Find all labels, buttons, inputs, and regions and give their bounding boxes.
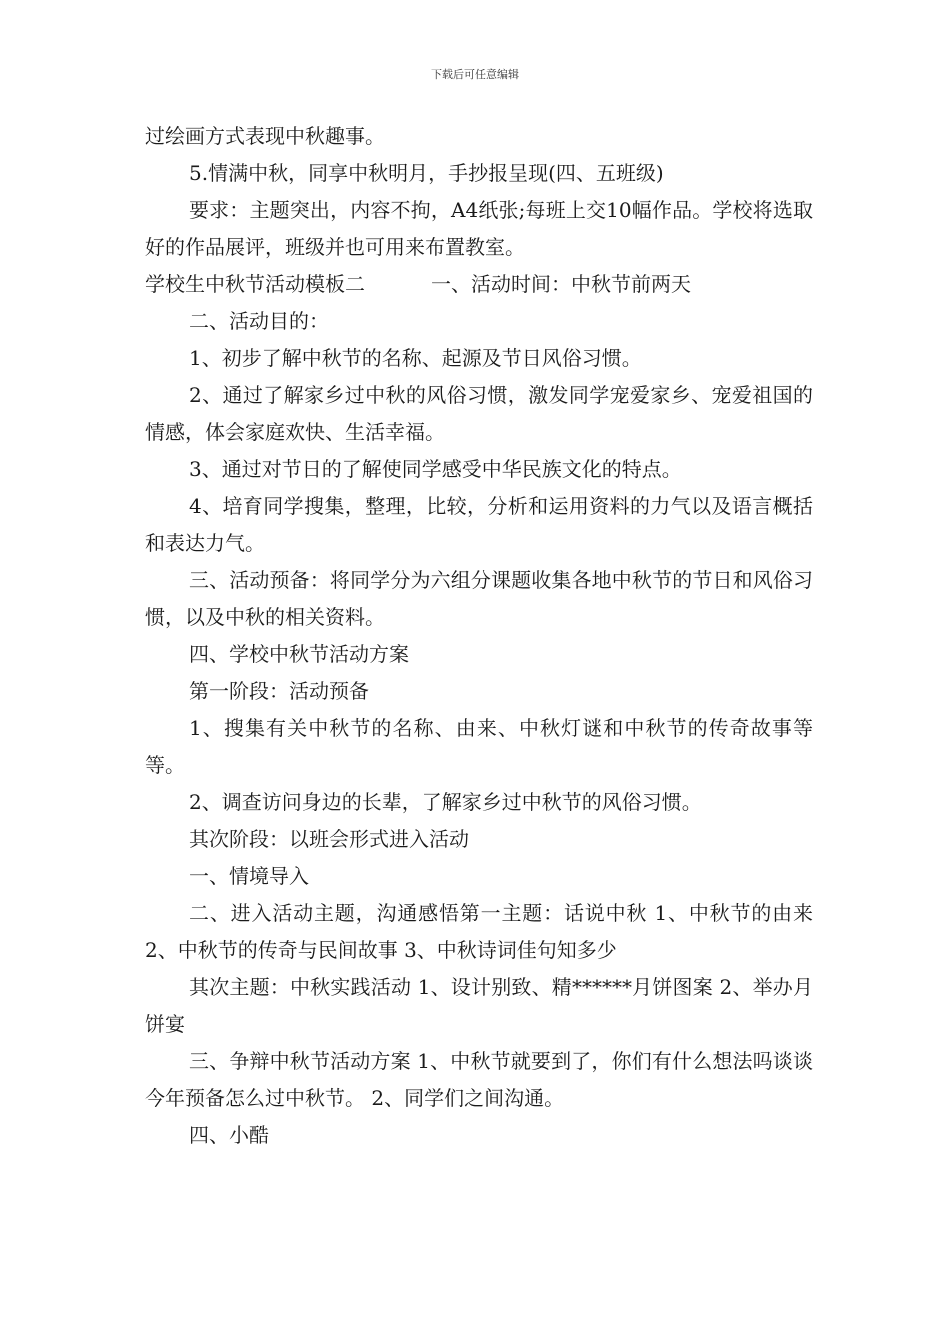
paragraph: 过绘画方式表现中秋趣事。	[145, 124, 385, 148]
paragraph: 一、情境导入	[189, 864, 309, 888]
paragraph: 其次阶段：以班会形式进入活动	[189, 827, 469, 851]
paragraph: 2、通过了解家乡过中秋的风俗习惯，激发同学宠爱家乡、宠爱祖国的情感，体会家庭欢快、生活幸福。	[145, 383, 813, 444]
page-header: 下载后可任意编辑	[431, 68, 519, 81]
paragraph: 1、初步了解中秋节的名称、起源及节日风俗习惯。	[189, 346, 642, 370]
paragraph: 5.情满中秋，同享中秋明月，手抄报呈现(四、五班级)	[189, 161, 664, 185]
paragraph: 要求：主题突出，内容不拘，A4纸张;每班上交10幅作品。学校将选取好的作品展评，班级并也可用来布置教室。	[145, 198, 813, 259]
paragraph: 二、活动目的：	[189, 309, 329, 333]
activity-time-line: 一、活动时间：中秋节前两天	[431, 272, 691, 296]
paragraph: 2、调查访问身边的长辈，了解家乡过中秋节的风俗习惯。	[189, 790, 702, 814]
section-heading-line	[145, 266, 813, 303]
paragraph: 第一阶段：活动预备	[189, 679, 369, 703]
paragraph: 三、活动预备：将同学分为六组分课题收集各地中秋节的节日和风俗习惯，以及中秋的相关资料。	[145, 568, 813, 629]
section-heading: 学校生中秋节活动模板二	[145, 272, 365, 296]
paragraph: 四、小酷	[189, 1123, 269, 1147]
document-body	[145, 118, 813, 1154]
paragraph: 四、学校中秋节活动方案	[189, 642, 409, 666]
paragraph: 其次主题：中秋实践活动 1、设计别致、精******月饼图案 2、举办月饼宴	[145, 975, 813, 1036]
paragraph: 三、争辩中秋节活动方案 1、中秋节就要到了，你们有什么想法吗谈谈今年预备怎么过中秋节。 2、同学们之间沟通。	[145, 1049, 813, 1110]
paragraph: 1、搜集有关中秋节的名称、由来、中秋灯谜和中秋节的传奇故事等等。	[145, 716, 813, 777]
paragraph: 二、进入活动主题，沟通感悟第一主题：话说中秋 1、中秋节的由来 2、中秋节的传奇与民间故事 3、中秋诗词佳句知多少	[145, 901, 813, 962]
paragraph: 4、培育同学搜集，整理，比较，分析和运用资料的力气以及语言概括和表达力气。	[145, 494, 813, 555]
paragraph: 3、通过对节日的了解使同学感受中华民族文化的特点。	[189, 457, 682, 481]
